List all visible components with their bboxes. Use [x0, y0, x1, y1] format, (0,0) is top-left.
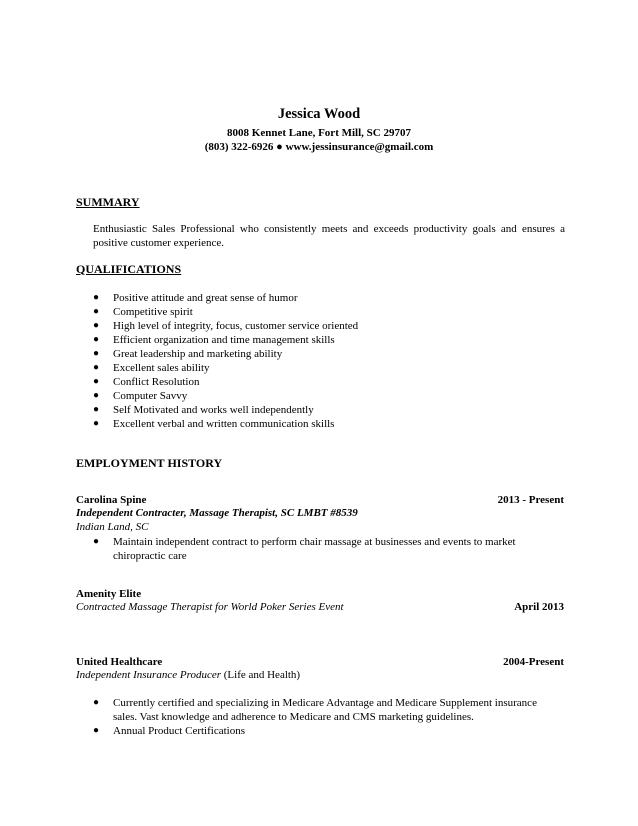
- job-dates: April 2013: [514, 601, 564, 613]
- summary-heading: SUMMARY: [76, 195, 140, 209]
- employment-heading: EMPLOYMENT HISTORY: [76, 456, 223, 470]
- list-item: ● Competitive spirit: [93, 306, 193, 318]
- summary-text: Enthusiastic Sales Professional who consistently meets and exceeds productivity goals and ensures a positive customer experience.: [93, 223, 565, 249]
- candidate-name: Jessica Wood: [277, 106, 361, 122]
- job-title: Contracted Massage Therapist for World Poker Series Event: [76, 601, 344, 613]
- list-item: ● Annual Product Certifications: [93, 725, 245, 737]
- bullet-icon: ●: [93, 362, 100, 373]
- bullet-icon: ●: [93, 697, 100, 708]
- bullet-icon: ●: [93, 404, 100, 415]
- qualifications-heading: QUALIFICATIONS: [76, 262, 182, 276]
- job-dates: 2004-Present: [503, 656, 564, 668]
- bullet-icon: ●: [93, 320, 100, 331]
- list-item: ● High level of integrity, focus, customer service oriented: [93, 320, 359, 332]
- qualifications-list: [93, 291, 358, 431]
- list-item: ● Self Motivated and works well independently: [93, 404, 314, 416]
- job-dates: 2013 - Present: [497, 494, 564, 506]
- list-item: ● Computer Savvy: [93, 390, 188, 402]
- bullet-icon: ●: [93, 536, 100, 547]
- bullet-icon: ●: [93, 306, 100, 317]
- phone-email: (803) 322-6926 ● www.jessinsurance@gmail.com: [204, 141, 434, 153]
- job-title-suffix: (Life and Health): [221, 669, 301, 681]
- job-duties: [93, 696, 558, 738]
- job-title-line: [76, 669, 300, 682]
- bullet-icon: ●: [93, 376, 100, 387]
- job-company: Amenity Elite: [76, 588, 142, 600]
- bullet-icon: ●: [93, 725, 100, 736]
- bullet-icon: ●: [93, 348, 100, 359]
- job-location: Indian Land, SC: [76, 521, 149, 533]
- list-item: ● Positive attitude and great sense of humor: [93, 292, 298, 304]
- list-item: ● Conflict Resolution: [93, 376, 200, 388]
- list-item: ● Excellent verbal and written communication skills: [93, 418, 335, 430]
- job-company: Carolina Spine: [76, 494, 147, 506]
- bullet-icon: ●: [93, 334, 100, 345]
- address: 8008 Kennet Lane, Fort Mill, SC 29707: [227, 127, 411, 139]
- list-item: ● Currently certified and specializing in Medicare Advantage and Medicare Supplement insurance sales. Vast knowledge and adherence to Medicare and CMS marketing guidelines.: [93, 697, 537, 723]
- list-item: ● Great leadership and marketing ability: [93, 348, 283, 360]
- list-item: ● Efficient organization and time management skills: [93, 334, 335, 346]
- bullet-icon: ●: [93, 390, 100, 401]
- list-item: ● Excellent sales ability: [93, 362, 210, 374]
- job-title: Independent Insurance Producer: [76, 669, 221, 681]
- job-title: Independent Contracter, Massage Therapist, SC LMBT #8539: [76, 507, 358, 519]
- bullet-icon: ●: [93, 418, 100, 429]
- job-duties: [93, 535, 558, 563]
- job-company: United Healthcare: [76, 656, 163, 668]
- list-item: ● Maintain independent contract to perform chair massage at businesses and events to market chiropractic care: [93, 536, 516, 562]
- bullet-icon: ●: [93, 292, 100, 303]
